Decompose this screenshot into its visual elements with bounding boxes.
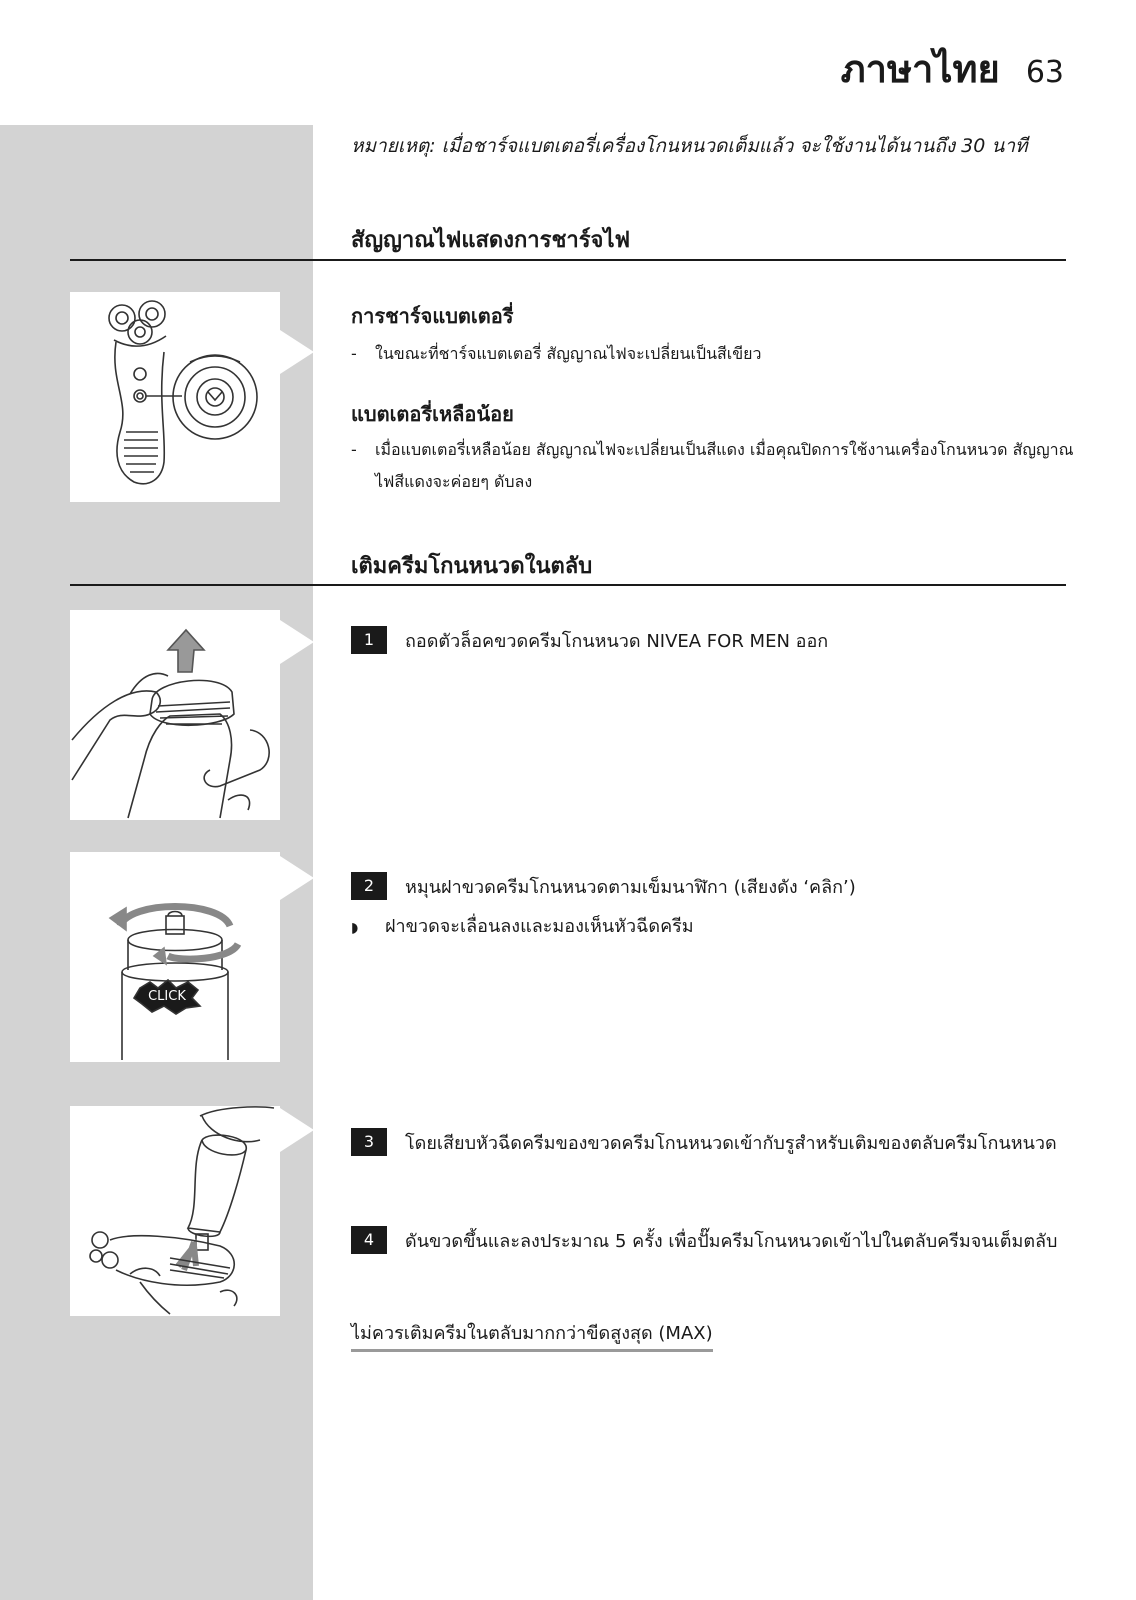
step-4-text: ดันขวดขึ้นและลงประมาณ 5 ครั้ง เพื่อปั๊มครีมโกนหนวดเข้าไปในตลับครีมจนเต็มตลับ <box>405 1231 1058 1252</box>
result-marker-icon: ◗ <box>351 920 359 936</box>
step-number: 2 <box>351 872 387 900</box>
bullet-charging <box>351 338 1090 370</box>
step-number: 3 <box>351 1128 387 1156</box>
step-1 <box>351 622 1121 662</box>
bullet-charging-text: ในขณะที่ชาร์จแบตเตอรี่ สัญญาณไฟจะเปลี่ยนเป็นสีเขียว <box>375 344 762 363</box>
callout-notch <box>280 330 314 374</box>
step-4 <box>351 1222 1121 1262</box>
refill-cartridge-illustration <box>70 1106 280 1316</box>
step-2-result <box>351 907 1100 948</box>
subtitle-charging: การชาร์จแบตเตอรี่ <box>351 304 514 328</box>
callout-notch <box>280 620 314 664</box>
step-number: 4 <box>351 1226 387 1254</box>
bullet-low-battery <box>351 434 1090 498</box>
click-label: CLICK <box>148 989 186 1004</box>
bullet-dash: - <box>351 344 357 363</box>
section-rule <box>70 584 1066 586</box>
rotate-cap-illustration <box>70 852 280 1062</box>
step-2 <box>351 868 1121 908</box>
max-warning-text: ไม่ควรเติมครีมในตลับมากกว่าขีดสูงสุด (MAX) <box>351 1318 713 1352</box>
language-title: ภาษาไทย <box>840 47 1000 91</box>
max-warning <box>351 1318 1066 1352</box>
step-1-text: ถอดตัวล็อคขวดครีมโกนหนวด NIVEA FOR MEN ออก <box>405 631 829 652</box>
bullet-low-battery-text: เมื่อแบตเตอรี่เหลือน้อย สัญญาณไฟจะเปลี่ยนเป็นสีแดง เมื่อคุณปิดการใช้งานเครื่องโกนหนวด สัญญาณไฟสีแดงจะค่อยๆ ดับลง <box>375 440 1074 491</box>
step-3 <box>351 1124 1121 1164</box>
section-title-charge-indicator: สัญญาณไฟแสดงการชาร์จไฟ <box>351 228 631 253</box>
step-2-result-text: ฝาขวดจะเลื่อนลงและมองเห็นหัวฉีดครีม <box>385 916 694 937</box>
note: หมายเหตุ: เมื่อชาร์จแบตเตอรี่เครื่องโกนหนวดเต็มแล้ว จะใช้งานได้นานถึง 30 นาที <box>351 135 1028 157</box>
bullet-dash: - <box>351 440 357 459</box>
step-3-text: โดยเสียบหัวฉีดครีมของขวดครีมโกนหนวดเข้ากับรูสำหรับเติมของตลับครีมโกนหนวด <box>405 1133 1057 1154</box>
page-number: 63 <box>1025 55 1064 90</box>
callout-notch <box>280 856 314 900</box>
remove-lock-illustration <box>70 610 280 820</box>
section-rule <box>70 259 1066 261</box>
step-2-text: หมุนฝาขวดครีมโกนหนวดตามเข็มนาฬิกา (เสียงดัง ‘คลิก’) <box>405 877 856 898</box>
page-header <box>841 38 1064 99</box>
shaver-indicator-illustration <box>70 292 280 502</box>
callout-notch <box>280 1108 314 1152</box>
subtitle-low-battery: แบตเตอรี่เหลือน้อย <box>351 402 514 426</box>
section-title-refill: เติมครีมโกนหนวดในตลับ <box>351 554 593 579</box>
step-number: 1 <box>351 626 387 654</box>
